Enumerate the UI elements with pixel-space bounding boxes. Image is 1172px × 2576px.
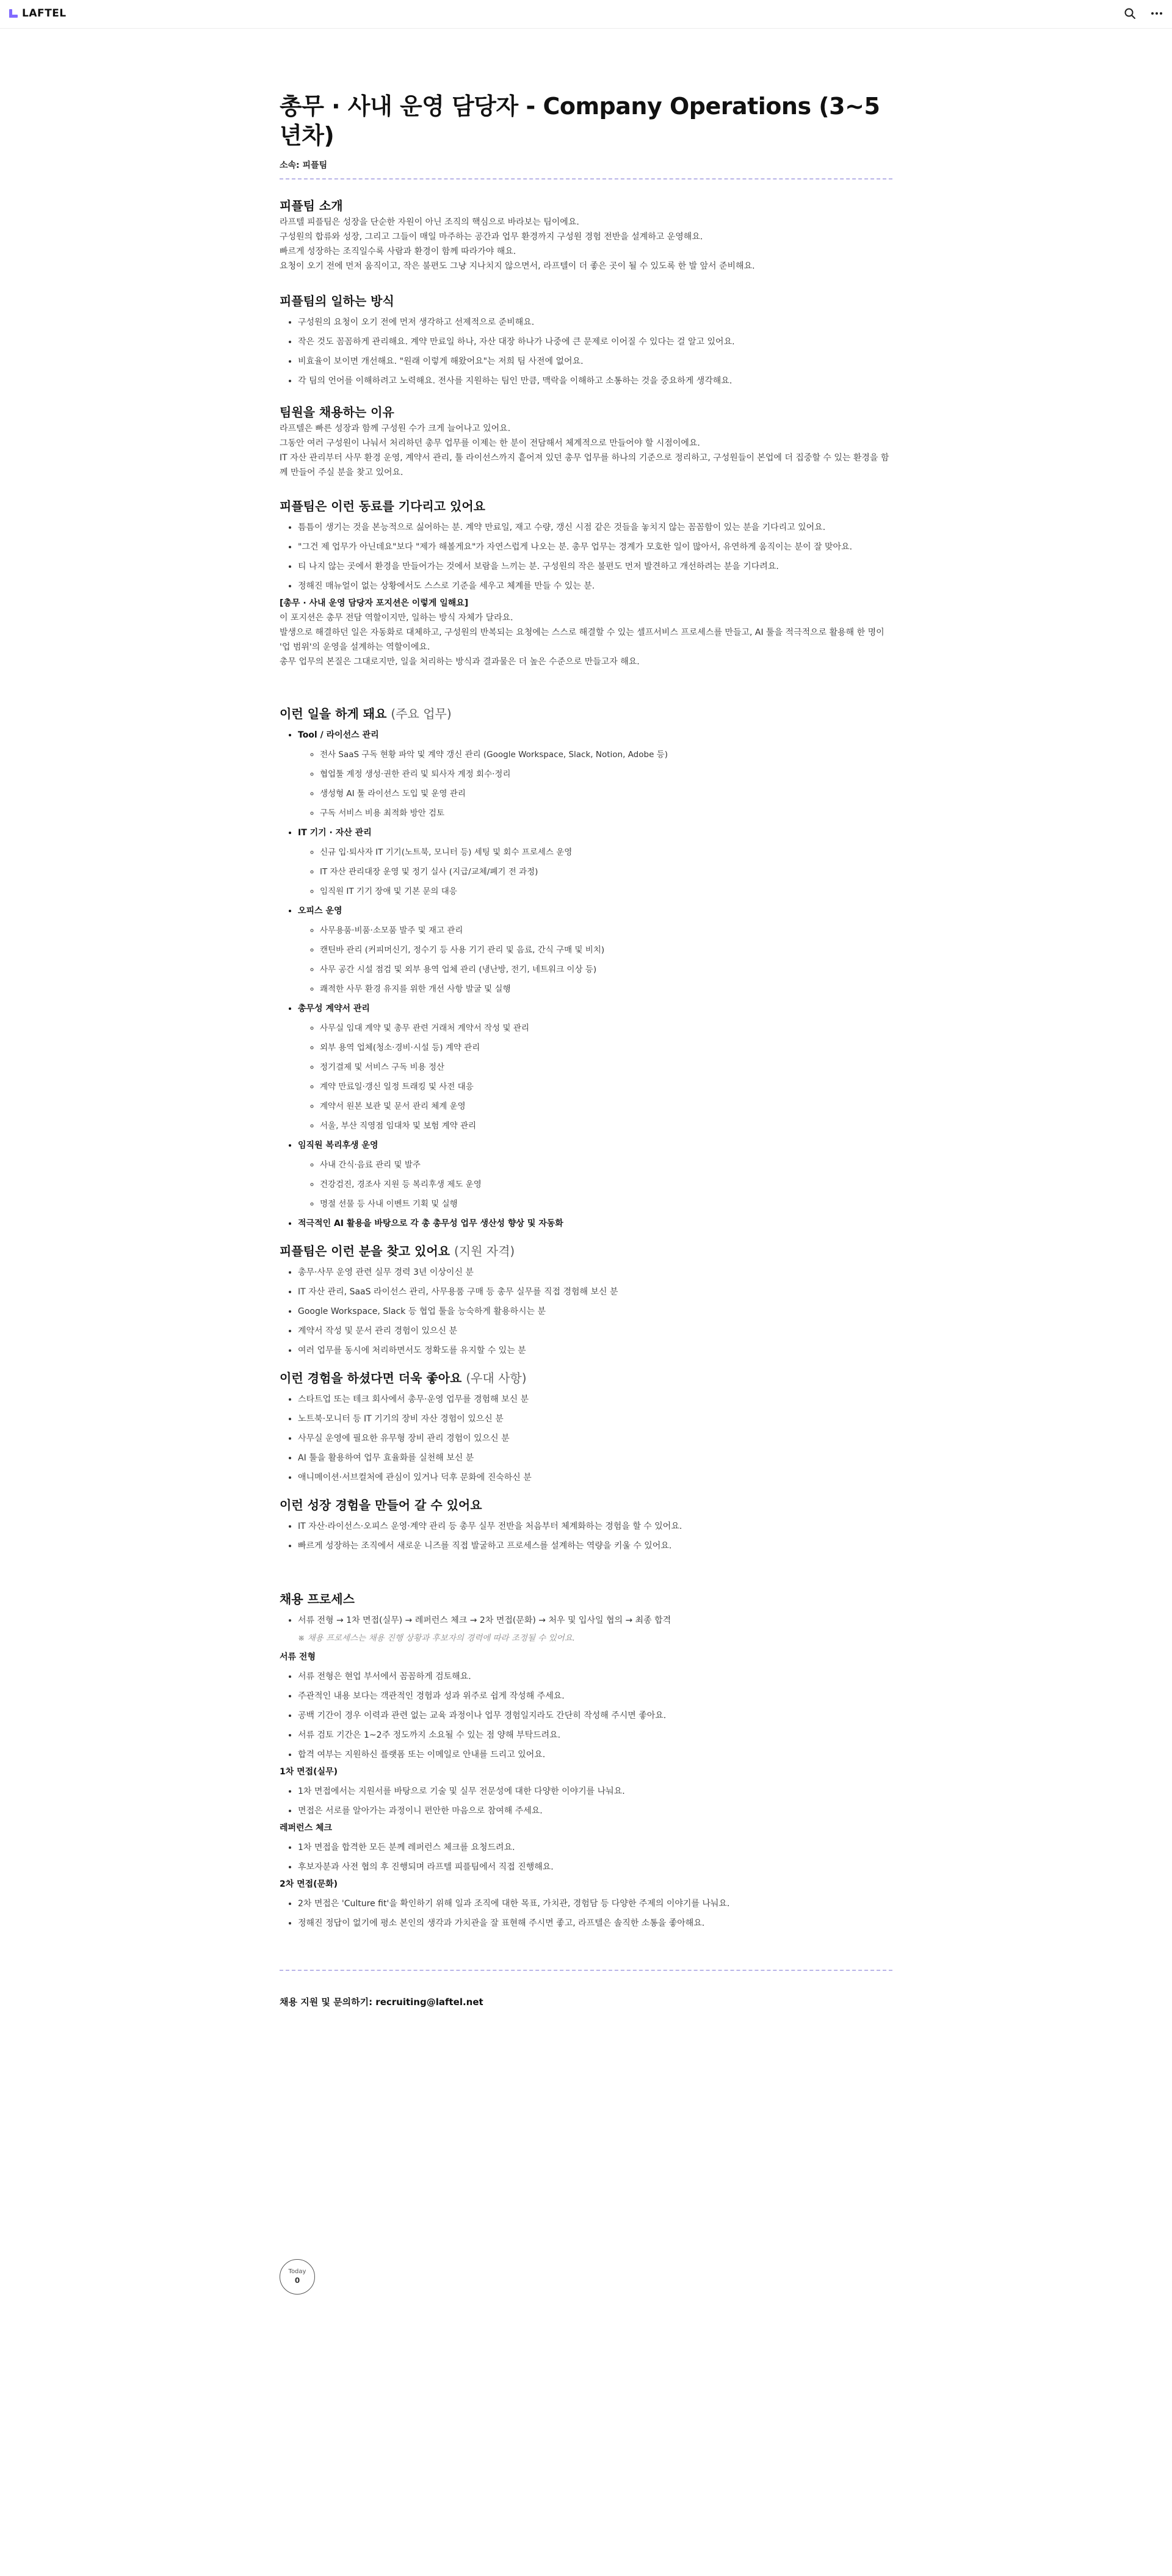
text-line: 그동안 여러 구성원이 나눠서 처리하던 총무 업무를 이제는 한 분이 전담해서 체계적으로 만들어야 할 시점이에요. [280,438,700,448]
list-item: ◦ 사무실 임대 계약 및 총무 관련 거래처 계약서 작성 및 관리 [320,1018,892,1038]
list-item: • 작은 것도 꼼꼼하게 관리해요. 계약 만료일 하나, 자산 대장 하나가 나중에 큰 문제로 이어질 수 있다는 걸 알고 있어요. [298,332,892,352]
section-heading: 피플팀은 이런 동료를 기다리고 있어요 [280,499,485,513]
section-heading: 피플팀 소개 [280,198,343,213]
list-item: • 스타트업 또는 테크 회사에서 총무·운영 업무를 경험해 보신 분 [298,1390,892,1409]
text-line: 라프텔 피플팀은 성장을 단순한 자원이 아닌 조직의 핵심으로 바라보는 팀이에요. [280,217,579,227]
text-line: 라프텔은 빠른 성장과 함께 구성원 수가 크게 늘어나고 있어요. [280,424,511,434]
section-heading: 이런 성장 경험을 만들어 갈 수 있어요 [280,1498,482,1512]
list-item: ◦ IT 자산 관리대장 운영 및 정기 실사 (지급/교체/폐기 전 과정) [320,862,892,882]
list-item: ◦ 건강검진, 경조사 지원 등 복리후생 제도 운영 [320,1175,892,1194]
contact-info[interactable]: 채용 지원 및 문의하기: recruiting@laftel.net [280,1997,483,2008]
duty-group [298,1136,892,1214]
list-item: • 애니메이션·서브컬처에 관심이 있거나 덕후 문화에 진숙하신 분 [298,1468,892,1487]
post-content [280,92,892,2008]
list-item: • 여러 업무를 동시에 처리하면서도 정확도를 유지할 수 있는 분 [298,1341,892,1360]
process-step-title: 서류 전형 [280,1652,316,1662]
list-item: • 각 팀의 언어를 이해하려고 노력해요. 전사를 지원하는 팀인 만큼, 맥락을 이해하고 소통하는 것을 중요하게 생각해요. [298,371,892,391]
section-duties [280,705,892,1233]
section-heading: 피플팀의 일하는 방식 [280,294,394,308]
list-item: ◦ 명절 선물 등 사내 이벤트 기획 및 실행 [320,1194,892,1214]
list-item: • 서류 검토 기간은 1~2주 정도까지 소요될 수 있는 점 양해 부탁드려요. [298,1725,892,1745]
list-item: ◦ 외부 용역 업체(청소·경비·시설 등) 계약 관리 [320,1038,892,1058]
list-item: • 1차 면접을 합격한 모든 분께 레퍼런스 체크를 요청드려요. [298,1838,892,1857]
list-item: ◦ 구독 서비스 비용 최적화 방안 검토 [320,804,892,823]
heading-text: 피플팀은 이런 분을 찾고 있어요 [280,1244,450,1258]
footer-divider [280,1970,892,1971]
list-item: • 사무실 운영에 필요한 유무형 장비 관리 경험이 있으신 분 [298,1429,892,1448]
list-item: • 계약서 작성 및 문서 관리 경험이 있으신 분 [298,1321,892,1341]
section-growth [280,1496,892,1556]
list-item: • 정해진 정답이 없기에 평소 본인의 생각과 가치관을 잘 표현해 주시면 좋고, 라프텔은 솔직한 소통을 좋아해요. [298,1914,892,1933]
list-item: • 후보자분과 사전 협의 후 진행되며 라프텔 피플팀에서 직접 진행해요. [298,1857,892,1877]
list-item: • 합격 여부는 지원하신 플랫폼 또는 이메일로 안내를 드리고 있어요. [298,1745,892,1765]
list-item: • Google Workspace, Slack 등 협업 툴을 능숙하게 활용하시는 분 [298,1302,892,1321]
duty-group-title: 총무성 계약서 관리 [298,1004,370,1014]
text-line: 빠르게 성장하는 조직일수록 사람과 환경이 함께 따라가야 해요. [280,247,516,256]
text-line: 이 포지션은 총무 전담 역할이지만, 일하는 방식 자체가 달라요. [280,613,513,623]
list-item: ◦ 사무용품·비품·소모품 발주 및 재고 관리 [320,921,892,940]
section-heading [280,705,892,723]
duty-group-title: IT 기기 · 자산 관리 [298,828,372,838]
text-line: IT 자산 관리부터 사무 환경 운영, 계약서 관리, 툴 라이선스까지 흩어져 있던 총무 업무를 하나의 기준으로 정리하고, 구성원들이 본업에 더 집중할 수 있는 환경을 함께 만들어 주실 분을 찾고 있어요. [280,453,889,477]
heading-text: 이런 일을 하게 돼요 [280,706,387,721]
list-item: • 주관적인 내용 보다는 객관적인 경험과 성과 위주로 쉽게 작성해 주세요. [298,1686,892,1706]
list-item: • 틈틈이 생기는 것을 본능적으로 싫어하는 분. 계약 만료일, 재고 수량, 갱신 시점 같은 것들을 놓치지 않는 꼼꼼함이 있는 분을 기다리고 있어요. [298,518,892,537]
text-line: 발생으로 해결하던 일은 자동화로 대체하고, 구성원의 반복되는 요청에는 스스로 해결할 수 있는 셀프서비스 프로세스를 만들고, AI 툴을 적극적으로 활용해 한 명이 '업 범위'의 운영을 설계하는 역할이에요. [280,628,884,652]
heading-sub: (주요 업무) [391,706,452,721]
text-line: 구성원의 합류와 성장, 그리고 그들이 매일 마주하는 공간과 업무 환경까지 구성원 경험 전반을 설계하고 운영해요. [280,232,703,242]
list-item: ◦ 쾌적한 사무 환경 유지를 위한 개선 사항 발굴 및 실행 [320,979,892,999]
duty-group [298,725,892,823]
duty-group-title: 오피스 운영 [298,906,342,916]
section-heading: 채용 프로세스 [280,1592,355,1606]
list-item: • 면접은 서로를 알아가는 과정이니 편안한 마음으로 참여해 주세요. [298,1801,892,1821]
heading-text: 이런 경험을 하셨다면 더욱 좋아요 [280,1371,462,1385]
section-looking-for [280,497,892,669]
laftel-logo[interactable] [9,7,67,20]
page-title: 총무 · 사내 운영 담당자 - Company Operations (3~5년차) [280,93,880,149]
list-item: • 공백 기간이 경우 이력과 관련 없는 교육 과정이나 업무 경험일지라도 간단히 작성해 주시면 좋아요. [298,1706,892,1725]
list-item: • AI 툴을 활용하여 업무 효율화를 실천해 보신 분 [298,1448,892,1468]
duty-group [298,901,892,999]
process-flow: • 서류 전형 → 1차 면접(실무) → 레퍼런스 체크 → 2차 면접(문화) → 처우 및 입사일 협의 → 최종 합격 [298,1611,892,1630]
duty-ai-item: • 적극적인 AI 활용을 바탕으로 각 총 총무성 업무 생산성 향상 및 자동화 [298,1214,892,1233]
process-note: ※ 채용 프로세스는 채용 진행 상황과 후보자의 경력에 따라 조정될 수 있어요. [298,1633,576,1643]
search-icon[interactable] [1123,7,1137,20]
list-item: ◦ 사내 간식·음료 관리 및 발주 [320,1155,892,1175]
list-item: ◦ 계약서 원본 보관 및 문서 관리 체계 운영 [320,1097,892,1116]
visitor-counter [280,2259,315,2295]
duty-group [298,999,892,1136]
section-work-style [280,292,892,391]
top-navigation-bar [0,0,1172,29]
list-item: ◦ 신규 입·퇴사자 IT 기기(노트북, 모니터 등) 세팅 및 회수 프로세스 운영 [320,843,892,862]
heading-sub: (우대 사항) [466,1371,527,1385]
section-intro [280,197,892,274]
section-requirements [280,1242,892,1360]
list-item: • IT 자산 관리, SaaS 라이선스 관리, 사무용품 구매 등 총무 실무를 직접 경험해 보신 분 [298,1282,892,1302]
section-heading [280,1242,892,1260]
list-item: ◦ 캔틴바 관리 (커피머신기, 정수기 등 사용 기기 관리 및 음료, 간식 구매 및 비치) [320,940,892,960]
text-line: 총무 업무의 본질은 그대로지만, 일을 처리하는 방식과 결과물은 더 높은 수준으로 만들고자 해요. [280,657,640,667]
section-heading [280,1369,892,1387]
laftel-logo-icon [9,9,18,18]
duty-group-title: 임직원 복리후생 운영 [298,1141,378,1150]
list-item: ◦ 계약 만료일·갱신 일정 트래킹 및 사전 대응 [320,1077,892,1097]
process-step-title: 1차 면접(실무) [280,1767,338,1777]
list-item: ◦ 사무 공간 시설 점검 및 외부 용역 업체 관리 (냉난방, 전기, 네트워크 이상 등) [320,960,892,979]
list-item: • 구성원의 요청이 오기 전에 먼저 생각하고 선제적으로 준비해요. [298,313,892,332]
list-item: • IT 자산·라이선스·오피스 운영·계약 관리 등 총무 실무 전반을 처음부터 체계화하는 경험을 할 수 있어요. [298,1517,892,1536]
list-item: ◦ 전사 SaaS 구독 현황 파악 및 계약 갱신 관리 (Google Workspace, Slack, Notion, Adobe 등) [320,745,892,764]
duty-group-title: Tool / 라이선스 관리 [298,730,379,740]
team-label: 소속: 피플팀 [280,161,328,170]
title-divider [280,178,892,180]
list-item: • "그건 제 업무가 아닌데요"보다 "제가 해볼게요"가 자연스럽게 나오는 분. 총무 업무는 경계가 모호한 일이 많아서, 유연하게 움직이는 분이 잘 맞아요. [298,537,892,557]
list-item: ◦ 임직원 IT 기기 장애 및 기본 문의 대응 [320,882,892,901]
process-step-title: 레퍼런스 체크 [280,1823,333,1833]
list-item: • 빠르게 성장하는 조직에서 새로운 니즈를 직접 발굴하고 프로세스를 설계하는 역량을 키울 수 있어요. [298,1536,892,1556]
list-item: • 총무·사무 운영 관련 실무 경력 3년 이상이신 분 [298,1263,892,1282]
list-item: • 정해진 매뉴얼이 없는 상황에서도 스스로 기준을 세우고 체계를 만들 수 있는 분. [298,576,892,596]
section-why-hiring [280,403,892,480]
section-process [280,1590,892,1933]
list-item: • 티 나지 않는 곳에서 환경을 만들어가는 것에서 보람을 느끼는 분. 구성원의 작은 불편도 먼저 발견하고 개선하려는 분을 기다려요. [298,557,892,576]
list-item: • 노트북·모니터 등 IT 기기의 장비 자산 경험이 있으신 분 [298,1409,892,1429]
visitor-count: 0 [294,2276,300,2285]
heading-sub: (지원 자격) [454,1244,515,1258]
process-step-title: 2차 면접(문화) [280,1879,338,1889]
list-item: • 1차 면접에서는 지원서를 바탕으로 기술 및 실무 전문성에 대한 다양한 이야기를 나눠요. [298,1782,892,1801]
section-heading: 팀원을 채용하는 이유 [280,405,394,419]
more-icon[interactable] [1150,7,1163,20]
list-item: ◦ 서울, 부산 직영점 임대차 및 보험 계약 관리 [320,1116,892,1136]
visitor-label: Today [288,2268,306,2275]
list-item: ◦ 정기결제 및 서비스 구독 비용 정산 [320,1058,892,1077]
duty-group [298,823,892,901]
list-item: ◦ 생성형 AI 툴 라이선스 도입 및 운영 관리 [320,784,892,804]
list-item: • 비효율이 보이면 개선해요. "원래 이렇게 해왔어요"는 저희 팀 사전에 없어요. [298,352,892,371]
section-preferred [280,1369,892,1487]
logo-text: LAFTEL [22,7,67,20]
position-subheading: [총무 · 사내 운영 담당자 포지션은 이렇게 일해요] [280,598,469,608]
list-item: ◦ 협업툴 계정 생성·권한 관리 및 퇴사자 계정 회수·정리 [320,764,892,784]
text-line: 요청이 오기 전에 먼저 움직이고, 작은 불편도 그냥 지나치지 않으면서, 라프텔이 더 좋은 곳이 될 수 있도록 한 발 앞서 준비해요. [280,261,755,271]
list-item: • 2차 면접은 'Culture fit'을 확인하기 위해 일과 조직에 대한 목표, 가치관, 경험담 등 다양한 주제의 이야기를 나눠요. [298,1894,892,1914]
list-item: • 서류 전형은 현업 부서에서 꼼꼼하게 검토해요. [298,1667,892,1686]
